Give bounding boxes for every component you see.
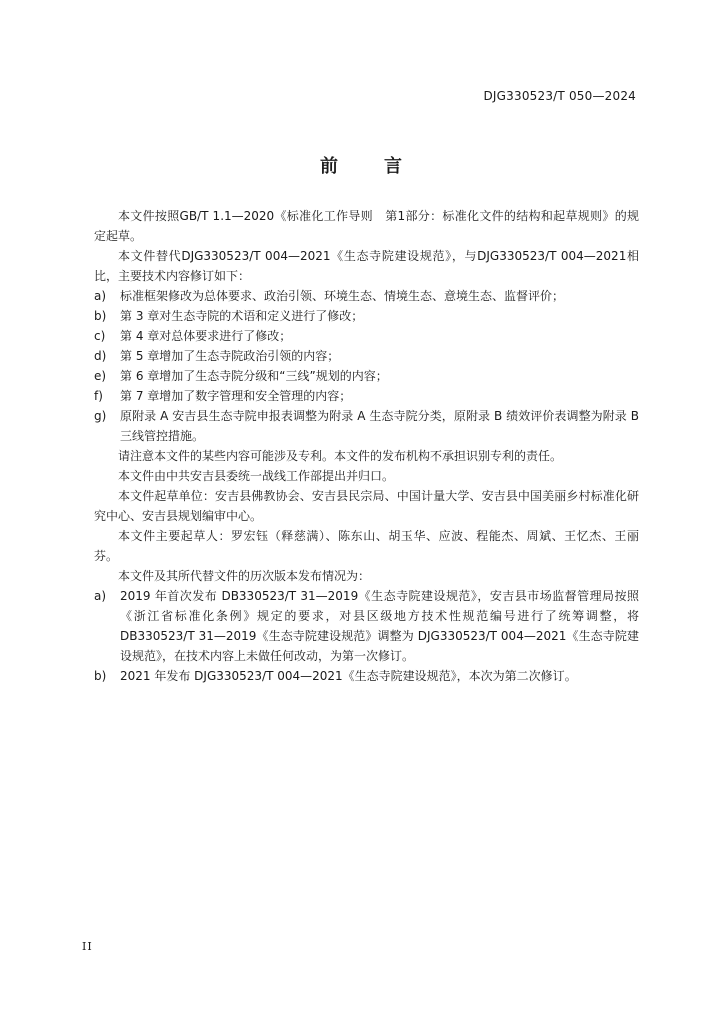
list-item	[94, 366, 639, 386]
list-item-text: 第 4 章对总体要求进行了修改；	[120, 329, 292, 343]
paragraph-patent-notice: 请注意本文件的某些内容可能涉及专利。本文件的发布机构不承担识别专利的责任。	[118, 449, 563, 463]
paragraph-drafting-rules: 本文件按照GB/T 1.1—2020《标准化工作导则 第1部分：标准化文件的结构和起草规则》的规定起草。	[94, 209, 639, 243]
list-marker: c)	[94, 329, 106, 343]
list-marker: d)	[94, 349, 107, 363]
list-marker: e)	[94, 369, 107, 383]
paragraph-proposer: 本文件由中共安吉县委统一战线工作部提出并归口。	[118, 469, 395, 483]
list-item	[94, 346, 639, 366]
list-item-text: 2019 年首次发布 DB330523/T 31—2019《生态寺院建设规范》，安吉县市场监督管理局按照《浙江省标准化条例》规定的要求，对县区级地方技术性规范编号进行了统筹调整，将DB330523/T 31—2019《生态寺院建设规范》调整为 DJG330523/T 004—2021《生态寺院建设规范》，在技术内容上未做任何改动，为第一次修订。	[120, 589, 639, 663]
list-item	[94, 586, 639, 666]
list-item-text: 第 7 章增加了数字管理和安全管理的内容；	[120, 389, 352, 403]
list-marker: b)	[94, 309, 107, 323]
list-item-text: 2021 年发布 DJG330523/T 004—2021《生态寺院建设规范》，本次为第二次修订。	[120, 669, 577, 683]
changes-list	[94, 286, 639, 446]
list-item-text: 第 5 章增加了生态寺院政治引领的内容；	[120, 349, 340, 363]
list-item	[94, 286, 639, 306]
page-title	[0, 152, 724, 178]
list-item	[94, 326, 639, 346]
history-list	[94, 586, 639, 686]
list-item-text: 第 6 章增加了生态寺院分级和“三线”规划的内容；	[120, 369, 388, 383]
list-item-text: 标准框架修改为总体要求、政治引领、环境生态、情境生态、意境生态、监督评价；	[120, 289, 565, 303]
paragraph-drafting-units: 本文件起草单位：安吉县佛教协会、安吉县民宗局、中国计量大学、安吉县中国美丽乡村标准化研究中心、安吉县规划编审中心。	[94, 489, 639, 523]
foreword-body	[94, 206, 639, 686]
list-item	[94, 406, 639, 446]
list-item	[94, 386, 639, 406]
list-marker: f)	[94, 389, 103, 403]
paragraph-replacement: 本文件替代DJG330523/T 004—2021《生态寺院建设规范》，与DJG330523/T 004—2021相比，主要技术内容修订如下：	[94, 249, 639, 283]
paragraph-drafters: 本文件主要起草人：罗宏钰（释慈满）、陈东山、胡玉华、应波、程能杰、周斌、王忆杰、王丽芬。	[94, 529, 639, 563]
list-marker: b)	[94, 669, 107, 683]
title-part-2: 言	[384, 156, 404, 177]
list-item	[94, 306, 639, 326]
list-item-text: 原附录 A 安吉县生态寺院申报表调整为附录 A 生态寺院分类，原附录 B 绩效评价表调整为附录 B 三线管控措施。	[120, 409, 639, 443]
list-marker: a)	[94, 589, 107, 603]
list-item	[94, 666, 639, 686]
page-number: II	[82, 940, 93, 953]
list-marker: g)	[94, 409, 107, 423]
title-part-1: 前	[320, 156, 340, 177]
list-marker: a)	[94, 289, 107, 303]
document-code: DJG330523/T 050—2024	[483, 89, 636, 103]
paragraph-history-intro: 本文件及其所代替文件的历次版本发布情况为：	[118, 569, 371, 583]
list-item-text: 第 3 章对生态寺院的术语和定义进行了修改；	[120, 309, 364, 323]
